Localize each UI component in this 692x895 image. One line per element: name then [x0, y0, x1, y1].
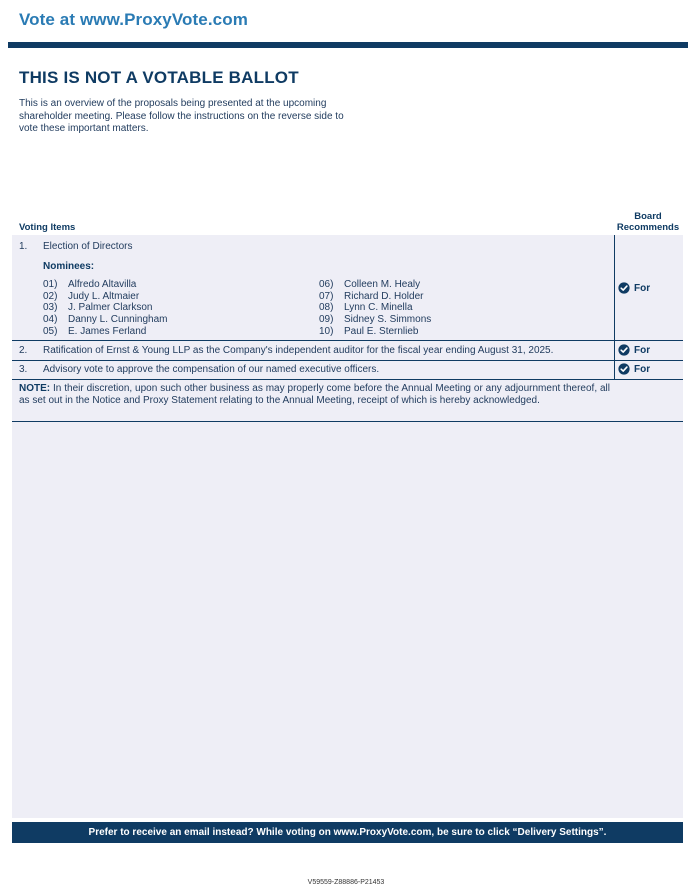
nominee: 09) Sidney S. Simmons: [319, 314, 432, 325]
item-2-number: 2.: [19, 345, 28, 356]
ballot-intro: This is an overview of the proposals being presented at the upcoming shareholder meeting. Please follow the instructions on the reverse side to vote these important matters.: [19, 98, 344, 134]
document-code: V59559-Z88886-P21453: [307, 879, 385, 886]
nominee: 04) Danny L. Cunningham: [43, 314, 168, 325]
item-1-recommendation: For: [618, 282, 650, 294]
item-3-number: 3.: [19, 364, 28, 375]
header-rule: [8, 42, 688, 48]
item-2-recommendation: For: [618, 344, 650, 356]
board-header-line2: Recommends: [616, 221, 680, 233]
item-1-text: Election of Directors: [43, 241, 133, 252]
check-circle-icon: [618, 363, 630, 375]
nominee: 02) Judy L. Altmaier: [43, 291, 140, 302]
nominees-label: Nominees:: [43, 261, 95, 272]
item-2-text: Ratification of Ernst & Young LLP as the Company's independent auditor for the fiscal year ending August 31, 2025.: [43, 345, 554, 356]
board-header-line1: Board: [634, 211, 662, 222]
email-delivery-banner: [12, 822, 683, 843]
nominee: 03) J. Palmer Clarkson: [43, 302, 153, 313]
nominee: 06) Colleen M. Healy: [319, 279, 421, 290]
nominee: 07) Richard D. Holder: [319, 291, 424, 302]
nominee: 10) Paul E. Sternlieb: [319, 326, 419, 337]
row-divider: [12, 421, 683, 422]
item-1-number: 1.: [19, 241, 28, 252]
nominee: 05) E. James Ferland: [43, 326, 147, 337]
header-title[interactable]: Vote at www.ProxyVote.com: [19, 10, 248, 29]
note: [19, 383, 610, 407]
nominee: 01) Alfredo Altavilla: [43, 279, 137, 290]
ballot-title: THIS IS NOT A VOTABLE BALLOT: [19, 68, 299, 87]
note-text: In their discretion, upon such other business as may properly come before the Annual Meeting or any adjournment thereof, all as set out in the Notice and Proxy Statement relating to the Annual Meeting, receipt of which is hereby acknowledged.: [19, 383, 610, 406]
note-label: NOTE:: [19, 383, 51, 394]
item-3-recommendation: For: [618, 363, 650, 375]
board-recommends-header: [612, 212, 684, 233]
voting-items-header: Voting Items: [19, 222, 76, 233]
email-delivery-text: Prefer to receive an email instead? While voting on www.ProxyVote.com, be sure to click “Delivery Settings”.: [88, 827, 607, 838]
item-3-text: Advisory vote to approve the compensation of our named executive officers.: [43, 364, 380, 375]
check-circle-icon: [618, 344, 630, 356]
row-divider: [12, 379, 683, 380]
row-divider: [12, 360, 683, 361]
recommend-column-divider: [614, 235, 615, 379]
check-circle-icon: [618, 282, 630, 294]
row-divider: [12, 340, 683, 341]
nominee: 08) Lynn C. Minella: [319, 302, 413, 313]
